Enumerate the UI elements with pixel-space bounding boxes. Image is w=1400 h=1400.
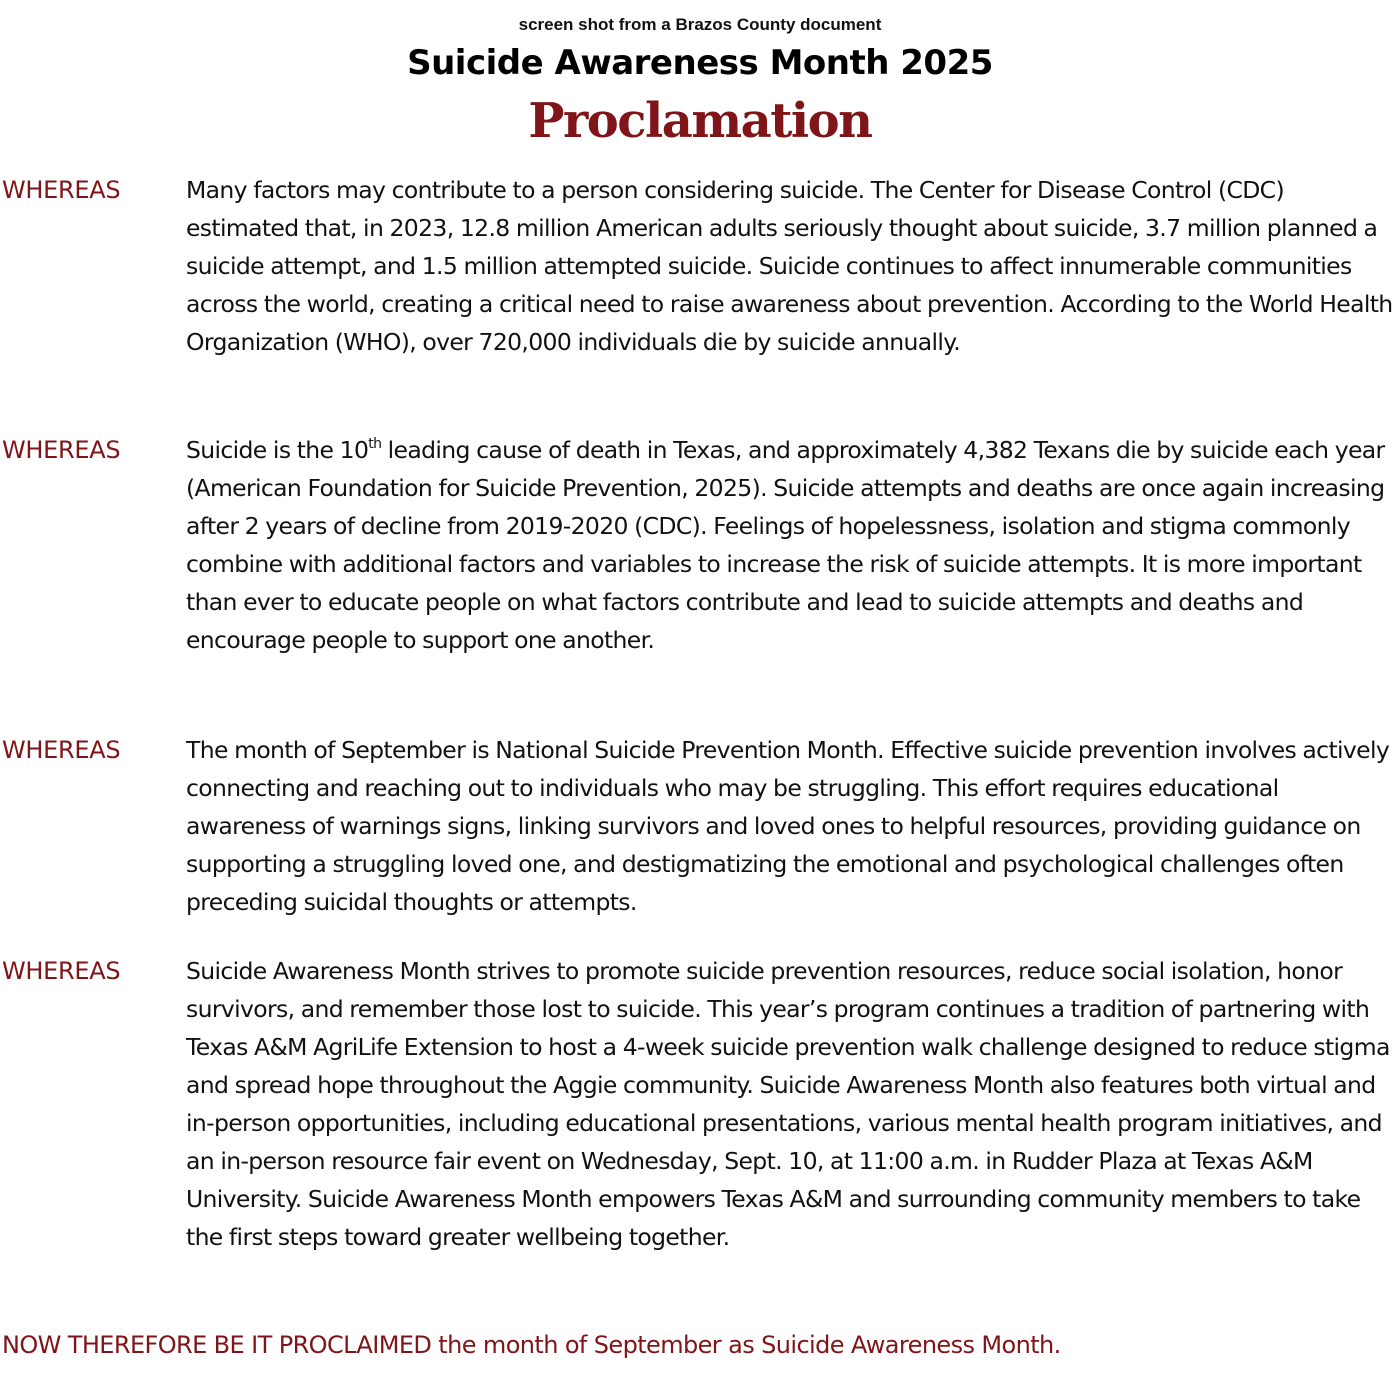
proclamation-heading: Proclamation <box>528 93 872 149</box>
clause-text: Many factors may contribute to a person considering suicide. The Center for Disease Control (CDC) estimated that, in 2023, 12.8 million American adults seriously thought about suicide, 3.7 million planned a suicide attempt, and 1.5 million attempted suicide. Suicide continues to affect innumerable communities across the world, creating a critical need to raise awareness about prevention. According to the World Health Organization (WHO), over 720,000 individuals die by suicide annually. <box>186 176 1393 356</box>
clause-label: WHEREAS <box>2 436 121 464</box>
clause-label: WHEREAS <box>2 957 121 985</box>
ordinal-superscript: th <box>368 436 382 452</box>
clause-text-part: Suicide is the 10 <box>186 436 369 464</box>
proclamation-statement: NOW THEREFORE BE IT PROCLAIMED the month of September as Suicide Awareness Month. <box>2 1331 1061 1359</box>
document-title: Suicide Awareness Month 2025 <box>407 43 993 83</box>
clause-text: The month of September is National Suicide Prevention Month. Effective suicide prevention involves actively connecting and reaching out to individuals who may be struggling. This effort requires educational awareness of warnings signs, linking survivors and loved ones to helpful resources, providing guidance on supporting a struggling loved one, and destigmatizing the emotional and psychological challenges often preceding suicidal thoughts or attempts. <box>186 736 1390 916</box>
screenshot-caption: screen shot from a Brazos County document <box>518 15 882 34</box>
clause-text-part: leading cause of death in Texas, and approximately 4,382 Texans die by suicide each year (American Foundation for Suicide Prevention, 2025). Suicide attempts and deaths are once again increasing after 2 years of decline from 2019-2020 (CDC). Feelings of hopelessness, isolation and stigma commonly combine with additional factors and variables to increase the risk of suicide attempts. It is more important than ever to educate people on what factors contribute and lead to suicide attempts and deaths and encourage people to support one another. <box>186 436 1385 654</box>
clause-label: WHEREAS <box>2 736 121 764</box>
clause-text <box>186 431 1398 659</box>
clause-label: WHEREAS <box>2 176 121 204</box>
clause-text: Suicide Awareness Month strives to promote suicide prevention resources, reduce social isolation, honor survivors, and remember those lost to suicide. This year’s program continues a tradition of partnering with Texas A&M AgriLife Extension to host a 4-week suicide prevention walk challenge designed to reduce stigma and spread hope throughout the Aggie community. Suicide Awareness Month also features both virtual and in-person opportunities, including educational presentations, various mental health program initiatives, and an in-person resource fair event on Wednesday, Sept. 10, at 11:00 a.m. in Rudder Plaza at Texas A&M University. Suicide Awareness Month empowers Texas A&M and surrounding community members to take the first steps toward greater wellbeing together. <box>186 957 1390 1251</box>
